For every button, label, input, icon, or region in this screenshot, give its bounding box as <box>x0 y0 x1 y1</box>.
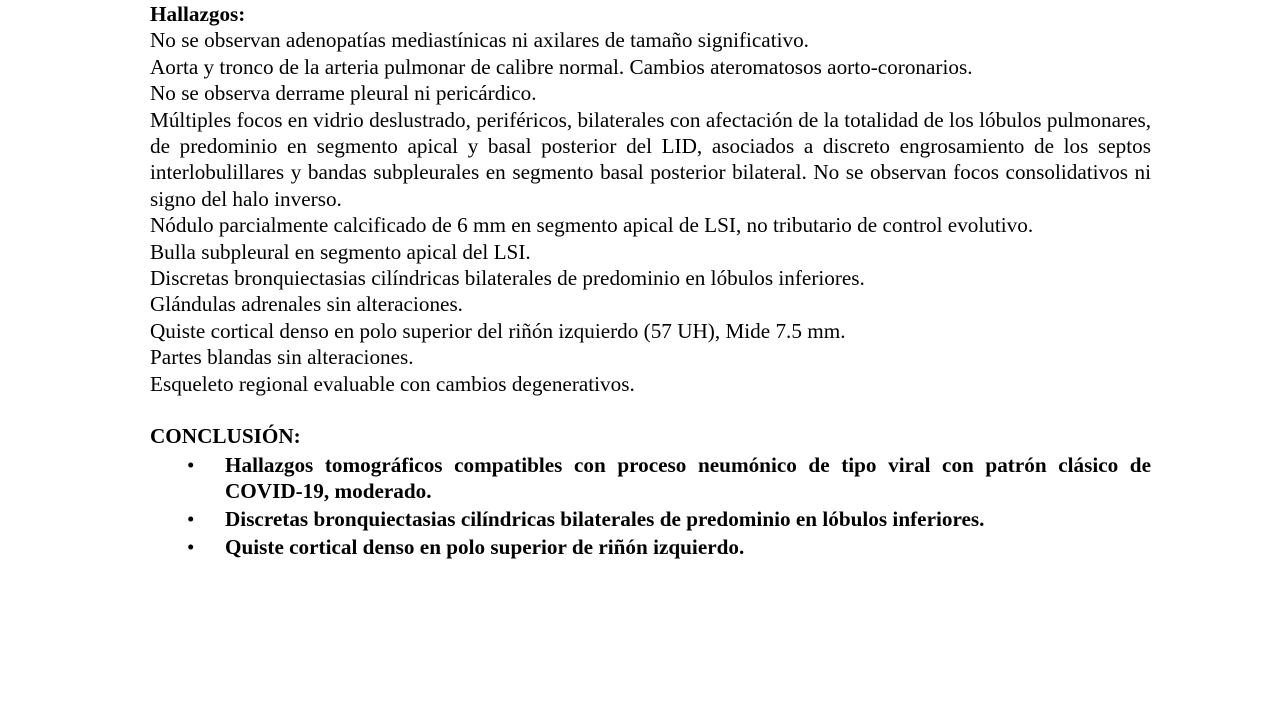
conclusion-text: Discretas bronquiectasias cilíndricas bilaterales de predominio en lóbulos inferiores. <box>225 507 985 532</box>
bullet-icon: • <box>187 535 195 560</box>
finding-line: Partes blandas sin alteraciones. <box>150 345 414 370</box>
finding-line: Esqueleto regional evaluable con cambios degenerativos. <box>150 371 635 396</box>
findings-heading: Hallazgos: <box>150 2 246 26</box>
finding-line: Nódulo parcialmente calcificado de 6 mm en segmento apical de LSI, no tributario de control evolutivo. <box>150 213 1034 238</box>
bullet-icon: • <box>187 507 195 532</box>
conclusion-heading: CONCLUSIÓN: <box>150 424 301 449</box>
finding-line: Discretas bronquiectasias cilíndricas bilaterales de predominio en lóbulos inferiores. <box>150 266 865 291</box>
finding-line: No se observan adenopatías mediastínicas ni axilares de tamaño significativo. <box>150 28 809 53</box>
conclusion-text: Quiste cortical denso en polo superior de riñón izquierdo. <box>225 535 745 560</box>
bullet-icon: • <box>187 452 195 477</box>
report-document <box>150 0 1151 562</box>
finding-line: Aorta y tronco de la arteria pulmonar de calibre normal. Cambios ateromatosos aorto-coronarios. <box>150 54 973 79</box>
finding-line: No se observa derrame pleural ni pericárdico. <box>150 81 537 106</box>
conclusion-item <box>150 506 1151 532</box>
conclusion-item <box>150 452 1151 505</box>
conclusion-text: Hallazgos tomográficos compatibles con proceso neumónico de tipo viral con patrón clásico de COVID-19, moderado. <box>225 452 1151 504</box>
finding-line: Bulla subpleural en segmento apical del LSI. <box>150 239 531 264</box>
blank-line <box>150 397 1151 423</box>
conclusion-list <box>150 452 1151 561</box>
finding-paragraph: Múltiples focos en vidrio deslustrado, periféricos, bilaterales con afectación de la totalidad de los lóbulos pulmonares, de predominio en segmento apical y basal posterior del LID, asociados a discreto engrosamiento de los septos interlobulillares y bandas subpleurales en segmento basal posterior bilateral. No se observan focos consolidativos ni signo del halo inverso. <box>150 107 1151 211</box>
finding-line: Quiste cortical denso en polo superior del riñón izquierdo (57 UH), Mide 7.5 mm. <box>150 318 846 343</box>
conclusion-item <box>150 534 1151 560</box>
finding-line: Glándulas adrenales sin alteraciones. <box>150 292 463 317</box>
